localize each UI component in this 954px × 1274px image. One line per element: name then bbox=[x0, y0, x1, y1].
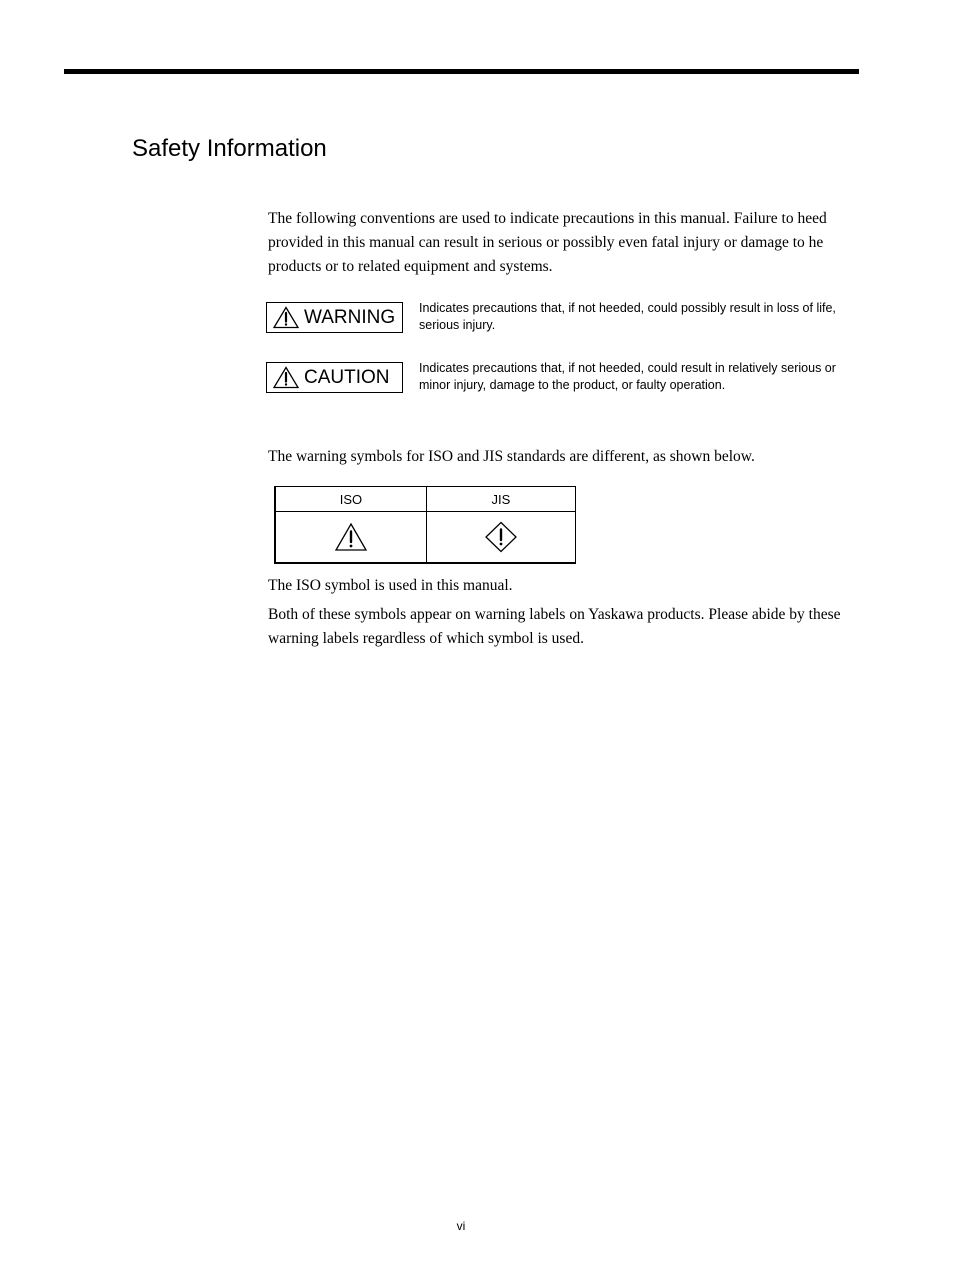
jis-warning-diamond-icon bbox=[484, 521, 518, 553]
warning-triangle-icon bbox=[273, 306, 299, 329]
warning-description: Indicates precautions that, if not heeded, could possibly result in loss of life, serious injury. bbox=[419, 301, 836, 332]
caution-signal-box bbox=[266, 362, 403, 393]
symbols-table bbox=[274, 486, 576, 564]
iso-warning-triangle-icon bbox=[334, 522, 368, 552]
iso-symbol-cell bbox=[275, 512, 426, 564]
symbols-table-header-row bbox=[275, 487, 576, 512]
page-number: vi bbox=[456, 1219, 466, 1233]
jis-symbol-cell bbox=[426, 512, 575, 564]
warning-label: WARNING bbox=[304, 306, 396, 328]
header-rule bbox=[64, 69, 859, 74]
caution-description: Indicates precautions that, if not heeded, could result in relatively serious or minor injury, damage to the product, or faulty operation. bbox=[419, 361, 836, 392]
symbols-table-icon-row bbox=[275, 512, 576, 564]
caution-label: CAUTION bbox=[304, 366, 390, 388]
warning-signal-box bbox=[266, 302, 403, 333]
page-title: Safety Information bbox=[132, 135, 327, 162]
warning-triangle-icon bbox=[273, 366, 299, 389]
symbols-intro-paragraph: The warning symbols for ISO and JIS standards are different, as shown below. bbox=[268, 448, 755, 465]
jis-column-header: JIS bbox=[426, 487, 575, 512]
iso-note-paragraph: The ISO symbol is used in this manual. bbox=[268, 577, 513, 594]
labels-note-paragraph: Both of these symbols appear on warning labels on Yaskawa products. Please abide by these warning labels regardless of which symbol is used. bbox=[268, 606, 841, 647]
intro-paragraph: The following conventions are used to indicate precautions in this manual. Failure to heed provided in this manual can result in serious or possibly even fatal injury or damage to he products or to related equipment and systems. bbox=[268, 210, 827, 275]
iso-column-header: ISO bbox=[275, 487, 426, 512]
